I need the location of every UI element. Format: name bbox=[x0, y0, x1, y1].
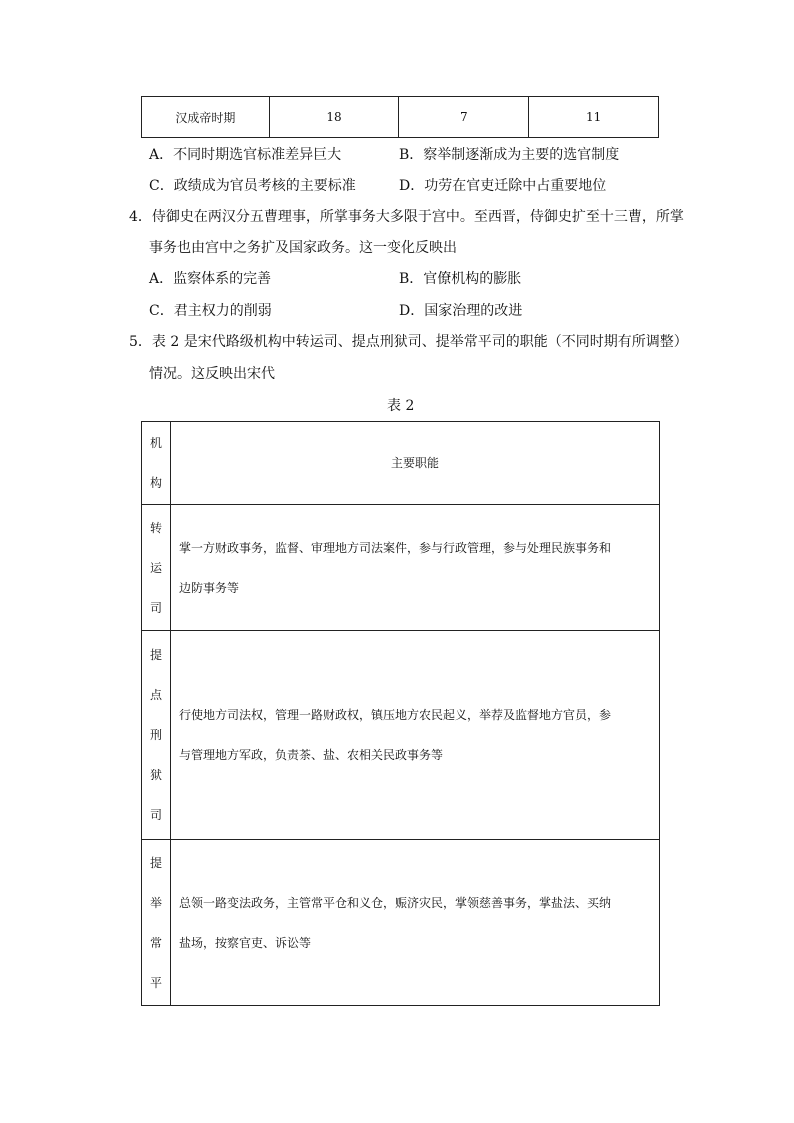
duty-line: 边防事务等 bbox=[179, 580, 240, 595]
header-duty-cell: 主要职能 bbox=[171, 422, 660, 505]
q4-option-c: C．君主权力的削弱 bbox=[149, 303, 272, 319]
duty-cell bbox=[171, 840, 660, 1006]
table-header-row bbox=[142, 422, 660, 505]
song-agencies-table bbox=[141, 421, 660, 1006]
q3-option-a: A．不同时期选官标准差异巨大 bbox=[149, 147, 342, 163]
org-char: 狱 bbox=[149, 768, 162, 782]
org-char: 平 bbox=[149, 975, 162, 990]
header-org-char: 机 bbox=[149, 436, 162, 450]
duty-cell bbox=[171, 505, 660, 631]
org-char: 常 bbox=[149, 935, 162, 950]
table-cell: 汉成帝时期 bbox=[142, 97, 270, 138]
org-char: 提 bbox=[149, 648, 162, 662]
table-cell: 11 bbox=[529, 97, 659, 138]
officials-table bbox=[141, 96, 659, 138]
table-row bbox=[142, 97, 659, 138]
q3-option-b: B．察举制逐渐成为主要的选官制度 bbox=[399, 147, 620, 163]
q4-option-d: D．国家治理的改进 bbox=[399, 303, 523, 319]
org-char: 司 bbox=[149, 808, 162, 822]
header-org-char: 构 bbox=[149, 476, 162, 490]
org-char: 运 bbox=[149, 560, 162, 575]
table2-title: 表 2 bbox=[387, 398, 415, 414]
org-cell bbox=[142, 840, 171, 1006]
org-cell bbox=[142, 505, 171, 631]
org-char: 转 bbox=[149, 520, 162, 535]
duty-line: 总领一路变法政务，主管常平仓和义仓，赈济灾民，掌领慈善事务，掌盐法、买纳 bbox=[179, 895, 612, 910]
q5-stem-line1: 5．表 2 是宋代路级机构中转运司、提点刑狱司、提举常平司的职能（不同时期有所调整） bbox=[129, 334, 688, 350]
table-row bbox=[142, 505, 660, 631]
duty-cell bbox=[171, 631, 660, 840]
q4-option-b: B．官僚机构的膨胀 bbox=[399, 271, 522, 287]
q4-option-a: A．监察体系的完善 bbox=[149, 271, 272, 287]
q4-stem-line1: 4．侍御史在两汉分五曹理事，所掌事务大多限于宫中。至西晋，侍御史扩至十三曹，所掌 bbox=[129, 209, 684, 225]
org-char: 刑 bbox=[149, 728, 162, 742]
org-cell bbox=[142, 631, 171, 840]
header-org-cell bbox=[142, 422, 171, 505]
org-char: 司 bbox=[149, 600, 162, 615]
q3-option-c: C．政绩成为官员考核的主要标准 bbox=[149, 178, 356, 194]
table-row bbox=[142, 840, 660, 1006]
duty-line: 掌一方财政事务，监督、审理地方司法案件，参与行政管理，参与处理民族事务和 bbox=[179, 540, 612, 555]
q3-option-d: D．功劳在官吏迁除中占重要地位 bbox=[399, 178, 607, 194]
duty-line: 盐场，按察官吏、诉讼等 bbox=[179, 935, 312, 950]
org-char: 举 bbox=[149, 895, 162, 910]
duty-line: 与管理地方军政，负责茶、盐、农相关民政事务等 bbox=[179, 748, 444, 762]
table-cell: 7 bbox=[399, 97, 529, 138]
q5-stem-line2: 情况。这反映出宋代 bbox=[149, 366, 275, 382]
duty-line: 行使地方司法权，管理一路财政权，镇压地方农民起义，举荐及监督地方官员，参 bbox=[179, 708, 612, 722]
org-char: 提 bbox=[149, 855, 162, 870]
table-row bbox=[142, 631, 660, 840]
q4-stem-line2: 事务也由宫中之务扩及国家政务。这一变化反映出 bbox=[149, 240, 457, 256]
table-cell: 18 bbox=[269, 97, 399, 138]
org-char: 点 bbox=[149, 688, 162, 702]
